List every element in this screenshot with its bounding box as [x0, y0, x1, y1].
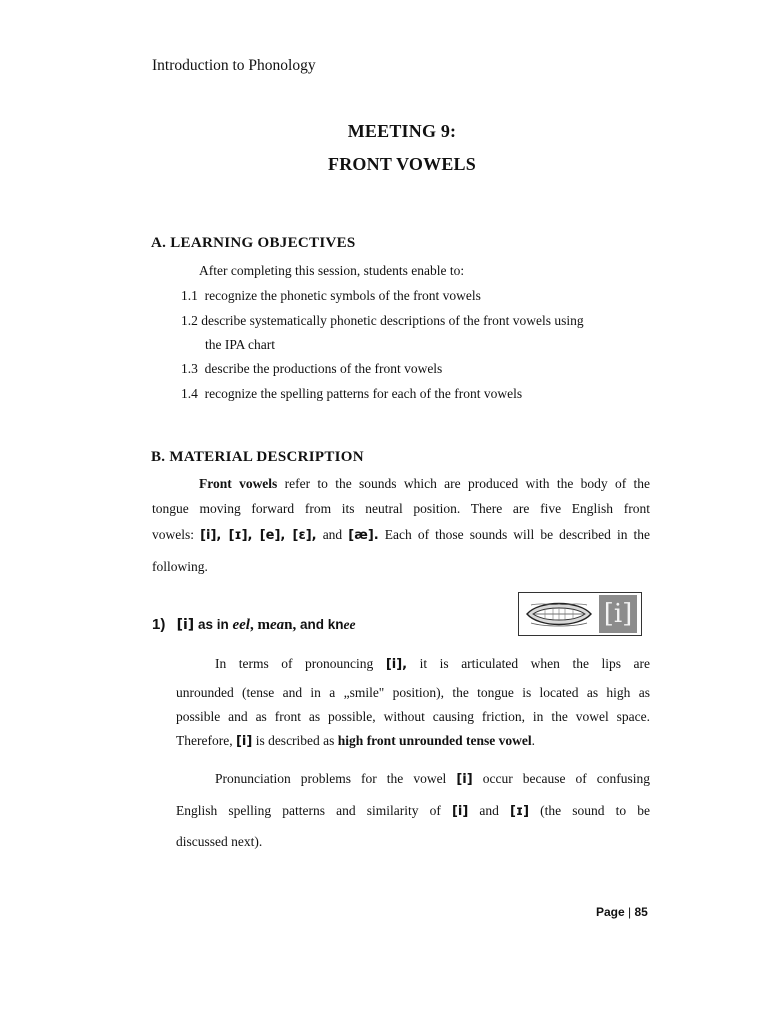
ipa-symbol: [i]: [451, 804, 469, 819]
text-span: and: [316, 527, 349, 542]
page-separator: |: [628, 905, 632, 919]
ipa-symbol: [ɪ]: [510, 804, 530, 819]
text-span: (the sound to be: [529, 803, 650, 818]
text-span: ee: [343, 617, 356, 632]
lips-smile-icon: [523, 596, 595, 632]
text-span: it is articulated when the lips are: [407, 656, 650, 671]
section-a-heading: A. LEARNING OBJECTIVES: [151, 235, 356, 251]
text-span: .: [531, 733, 535, 748]
objective-number: 1.3: [181, 361, 198, 376]
text-span: Each of those sounds will be described in the: [378, 527, 651, 542]
example-word: [300, 617, 356, 632]
text-span: Therefore,: [176, 733, 236, 748]
ipa-symbol: [i]: [235, 734, 253, 749]
text-span: and kn: [299, 617, 344, 632]
objective-text: describe the productions of the front vowels: [204, 361, 443, 376]
ipa-symbol-tile: [i]: [599, 595, 637, 633]
example-word: eel: [232, 617, 250, 633]
text-span: vowels:: [152, 527, 201, 542]
text-span: Pronunciation problems for the vowel: [215, 771, 457, 786]
ipa-symbols: [i], [ɪ], [e], [ɛ],: [200, 528, 317, 543]
ipa-symbol: [i],: [385, 657, 408, 672]
paragraph-line: [199, 476, 650, 492]
objective-item: [181, 288, 481, 304]
text-span: ea: [269, 617, 285, 633]
section-b-heading: B. MATERIAL DESCRIPTION: [151, 449, 364, 465]
topic-title: FRONT VOWELS: [328, 154, 476, 174]
running-header: Introduction to Phonology: [152, 57, 316, 74]
text-span: is described as: [252, 733, 338, 748]
paragraph-line: [215, 771, 650, 787]
bold-term: high front unrounded tense vowel: [337, 733, 532, 748]
text-span: occur because of confusing: [472, 771, 650, 786]
paragraph-line: following.: [152, 559, 208, 574]
objective-text: recognize the phonetic symbols of the front vowels: [204, 288, 481, 303]
text-span: m: [257, 617, 270, 633]
paragraph-line: tongue moving forward from its neutral position. There are five English front: [152, 501, 650, 516]
paragraph-line: possible and as front as possible, without causing friction, in the vowel space.: [176, 709, 650, 724]
paragraph-line: [215, 656, 650, 672]
bold-term: Front vowels: [199, 476, 278, 491]
text-span: as in: [197, 617, 229, 632]
objective-number: 1.2: [181, 313, 198, 328]
paragraph-line: [176, 803, 650, 819]
objective-number: 1.4: [181, 386, 198, 401]
subsection-heading: [152, 616, 355, 634]
meeting-title: MEETING 9:: [347, 121, 457, 141]
ipa-symbol: [æ].: [348, 528, 379, 543]
page-footer: [596, 905, 648, 919]
objective-item: [181, 386, 522, 402]
paragraph-line: discussed next).: [176, 834, 263, 849]
paragraph-line: [176, 733, 535, 749]
objective-number: 1.1: [181, 288, 198, 303]
objective-item: [181, 361, 442, 377]
text-span: refer to the sounds which are produced with the body of the: [277, 476, 650, 491]
vowel-figure: [518, 592, 642, 636]
page-label: Page: [596, 905, 625, 919]
objectives-intro: After completing this session, students enable to:: [199, 263, 465, 278]
example-word: [257, 617, 296, 633]
text-span: and: [468, 803, 511, 818]
subsection-number: 1): [152, 616, 166, 633]
page-number: 85: [634, 905, 648, 919]
ipa-symbol: [i]: [176, 617, 195, 633]
text-span: ,: [249, 617, 254, 633]
objective-text: describe systematically phonetic descriptions of the front vowels using: [201, 313, 584, 328]
paragraph-line: [152, 527, 650, 543]
text-span: In terms of pronouncing: [215, 656, 386, 671]
ipa-symbol: [i]: [456, 772, 473, 787]
objective-item: [181, 313, 584, 329]
text-span: n,: [284, 617, 297, 633]
objective-text-continued: the IPA chart: [205, 337, 275, 352]
paragraph-line: unrounded (tense and in a „smile" position), the tongue is located as high as: [176, 685, 650, 700]
text-span: English spelling patterns and similarity of: [176, 803, 452, 818]
objective-text: recognize the spelling patterns for each of the front vowels: [204, 386, 523, 401]
